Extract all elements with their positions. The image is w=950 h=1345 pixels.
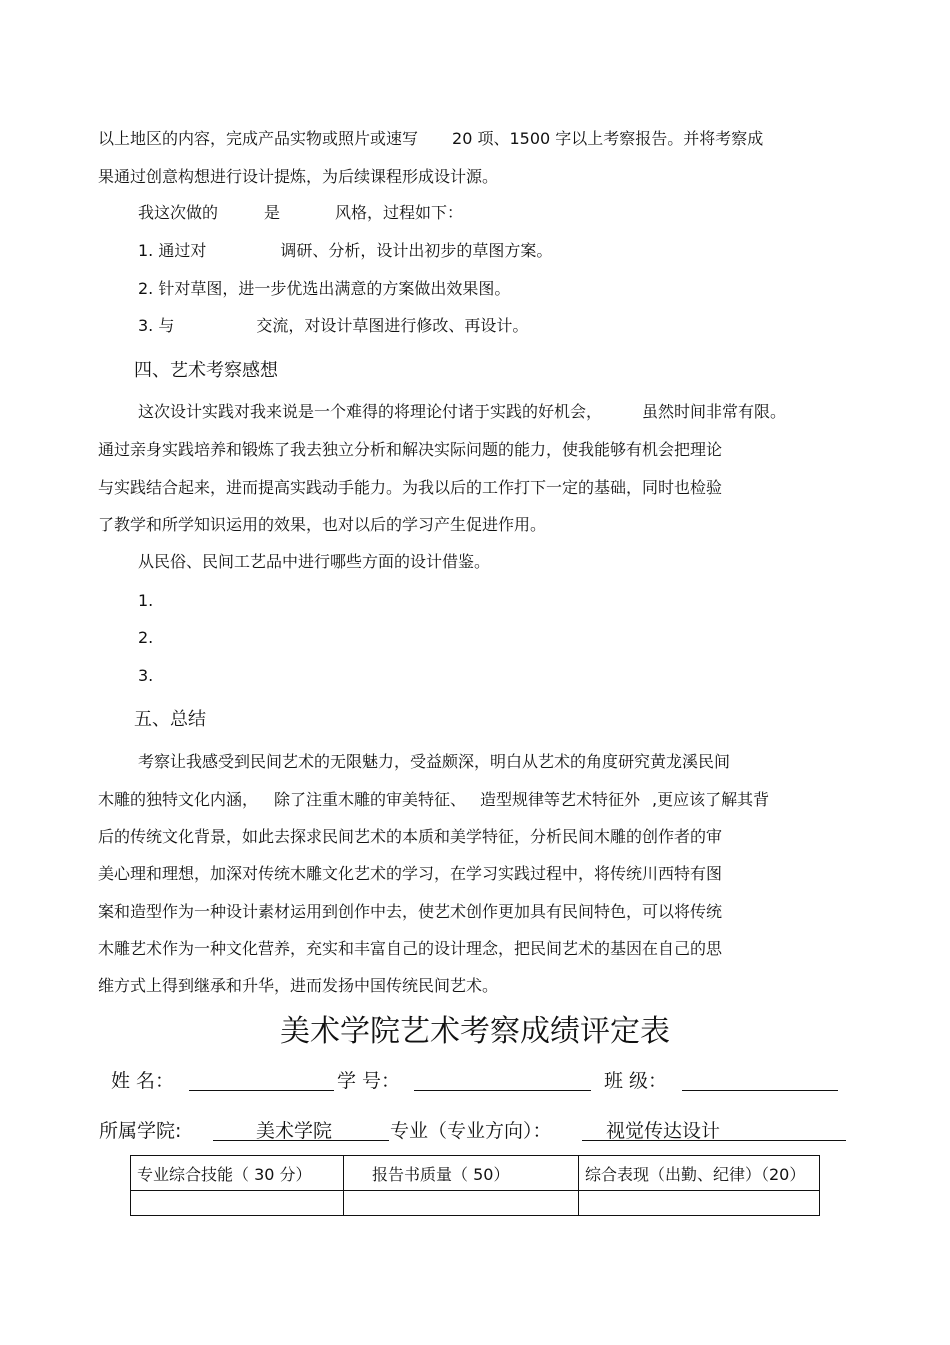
table-row xyxy=(131,1191,820,1216)
text-line: 2. 针对草图，进一步优选出满意的方案做出效果图。 xyxy=(138,279,511,298)
table-header-cell: 专业综合技能（ 30 分） xyxy=(131,1156,344,1191)
score-cell[interactable] xyxy=(344,1191,579,1216)
text-line: 果通过创意构想进行设计提炼，为后续课程形成设计源。 xyxy=(98,167,499,186)
major-value: 视觉传达设计 xyxy=(606,1120,721,1142)
text-line: 后的传统文化背景，如此去探求民间艺术的本质和美学特征，分析民间木雕的创作者的审 xyxy=(98,827,723,846)
college-label: 所属学院: xyxy=(99,1120,182,1142)
section-heading: 五、总结 xyxy=(134,709,206,730)
text-line: 案和造型作为一种设计素材运用到创作中去，使艺术创作更加具有民间特色，可以将传统 xyxy=(98,902,723,921)
text-line: 考察让我感受到民间艺术的无限魅力，受益颇深，明白从艺术的角度研究黄龙溪民间 xyxy=(138,752,731,771)
text-segment: 除了注重木雕的审美特征、 xyxy=(274,790,467,809)
text-line: 通过亲身实践培养和锻炼了我去独立分析和解决实际问题的能力，使我能够有机会把理论 xyxy=(98,440,723,459)
name-field[interactable] xyxy=(189,1090,334,1091)
text-segment: 调研、分析，设计出初步的草图方案。 xyxy=(280,241,553,260)
student-id-field[interactable] xyxy=(414,1090,591,1091)
text-line xyxy=(138,240,552,262)
score-cell[interactable] xyxy=(131,1191,344,1216)
text-segment: 20 项、1500 字以上考察报告。并将考察成 xyxy=(452,129,764,148)
text-segment: 以上地区的内容，完成产品实物或照片或速写 xyxy=(98,129,419,148)
text-segment: 虽然时间非常有限。 xyxy=(642,402,787,421)
college-value: 美术学院 xyxy=(256,1120,333,1142)
text-line xyxy=(98,789,769,811)
text-line xyxy=(138,315,528,337)
section-heading: 四、艺术考察感想 xyxy=(134,360,278,381)
score-cell[interactable] xyxy=(579,1191,820,1216)
class-label: 班 级： xyxy=(604,1070,668,1092)
text-segment: 木雕的独特文化内涵， xyxy=(98,790,259,809)
text-line: 从民俗、民间工艺品中进行哪些方面的设计借鉴。 xyxy=(138,552,491,571)
list-number: 2. xyxy=(138,628,154,647)
table-header-row xyxy=(131,1156,820,1191)
text-line: 与实践结合起来，进而提高实践动手能力。为我以后的工作打下一定的基础，同时也检验 xyxy=(98,478,723,497)
text-segment: 我这次做的 xyxy=(138,203,219,222)
list-number: 3. xyxy=(138,666,154,685)
fill-blank-text: 是 xyxy=(264,203,281,222)
student-id-label: 学 号： xyxy=(337,1070,401,1092)
text-segment: 这次设计实践对我来说是一个难得的将理论付诸于实践的好机会， xyxy=(138,402,603,421)
text-line xyxy=(138,202,463,224)
text-line: 了教学和所学知识运用的效果，也对以后的学习产生促进作用。 xyxy=(98,515,547,534)
text-segment: 风格，过程如下： xyxy=(335,203,464,222)
text-line: 木雕艺术作为一种文化营养，充实和丰富自己的设计理念，把民间艺术的基因在自己的思 xyxy=(98,939,723,958)
major-label: 专业（专业方向）： xyxy=(390,1120,552,1142)
list-number: 1. xyxy=(138,591,154,610)
text-segment: 造型规律等艺术特征外 xyxy=(480,790,641,809)
class-field[interactable] xyxy=(682,1090,838,1091)
text-line: 美心理和理想，加深对传统木雕文化艺术的学习，在学习实践过程中，将传统川西特有图 xyxy=(98,864,723,883)
table-header-cell: 综合表现（出勤、纪律）（20） xyxy=(579,1156,820,1191)
text-segment: 交流，对设计草图进行修改、再设计。 xyxy=(256,316,529,335)
text-segment: 3. 与 xyxy=(138,316,175,335)
grade-table xyxy=(130,1155,820,1216)
text-line xyxy=(138,401,786,423)
text-line xyxy=(98,128,763,150)
text-segment: ,更应该了解其背 xyxy=(652,790,770,809)
text-segment: 1. 通过对 xyxy=(138,241,207,260)
form-title: 美术学院艺术考察成绩评定表 xyxy=(280,1014,670,1049)
table-header-cell: 报告书质量（ 50） xyxy=(344,1156,579,1191)
name-label: 姓 名： xyxy=(111,1070,175,1092)
text-line: 维方式上得到继承和升华，进而发扬中国传统民间艺术。 xyxy=(98,976,499,995)
